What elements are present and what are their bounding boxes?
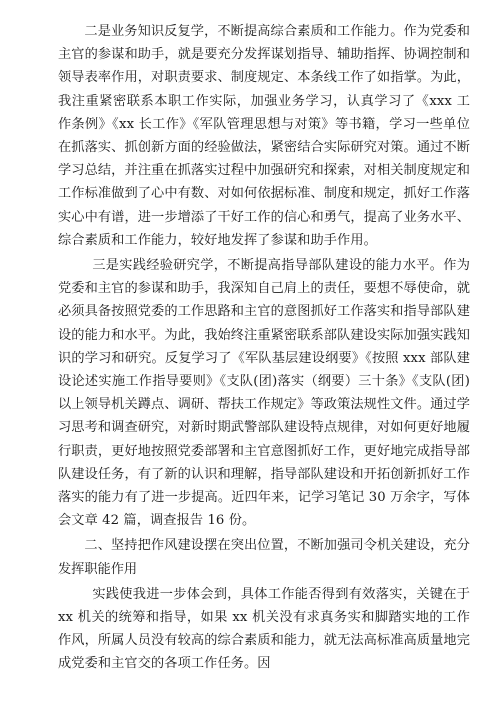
paragraph-business-knowledge: 二是业务知识反复学，不断提高综合素质和工作能力。作为党委和主官的参谋和助手，就是要充分发挥谋划指导、辅助指挥、协调控制和领导表率作用，对职责要求、制度规定、本条线工作了如指掌。为此，我注重紧密联系本职工作实际，加强业务学习，认真学习了《xxx 工作条例》《xx 长工作》《军队管理思想与对策》等书籍，学习一些单位在抓落实、抓创新方面的经验做法，紧密结合实际研究对策。通过不断学习总结，并注重在抓落实过程中加强研究和探索，对相关制度规定和工作标准做到了心中有数、对如何依据标准、制度和规定，抓好工作落实心中有谱，进一步增添了干好工作的信心和勇气，提高了业务水平、综合素质和工作能力，较好地发挥了参谋和助手作用。: [58, 24, 470, 248]
section-heading: 二、坚持把作风建设摆在突出位置，不断加强司令机关建设，充分发挥职能作用: [58, 538, 470, 577]
paragraph-practice-insight: 实践使我进一步体会到，具体工作能否得到有效落实，关键在于 xx 机关的统筹和指导，如果 xx 机关没有求真务实和脚踏实地的工作作风，所属人员没有较高的综合素质和能力，就无法高标准高质量地完成党委和主官交的各项工作任务。因: [58, 586, 470, 672]
paragraph-practice-experience: 三是实践经验研究学，不断提高指导部队建设的能力水平。作为党委和主官的参谋和助手，我深知自己肩上的责任，要想不辱使命，就必须具备按照党委的工作思路和主官的意图抓好工作落实和指导部队建设的能力和水平。为此，我始终注重紧密联系部队建设实际加强实践知识的学习和研究。反复学习了《军队基层建设纲要》《按照 xxx 部队建设论述实施工作指导要则》《支队(团)落实（纲要）三十条》《支队(团)以上领导机关蹲点、调研、帮扶工作规定》等政策法规性文件。通过学习思考和调查研究，对新时期武警部队建设特点规律，对如何更好地履行职责，更好地按照党委部署和主官意图抓好工作，更好地完成指导部队建设任务，有了新的认识和理解，指导部队建设和开拓创新抓好工作落实的能力有了进一步提高。近四年来，记学习笔记 30 万余字，写体会文章 42 篇，调查报告 16 份。: [58, 258, 470, 529]
document-body: [58, 20, 470, 678]
